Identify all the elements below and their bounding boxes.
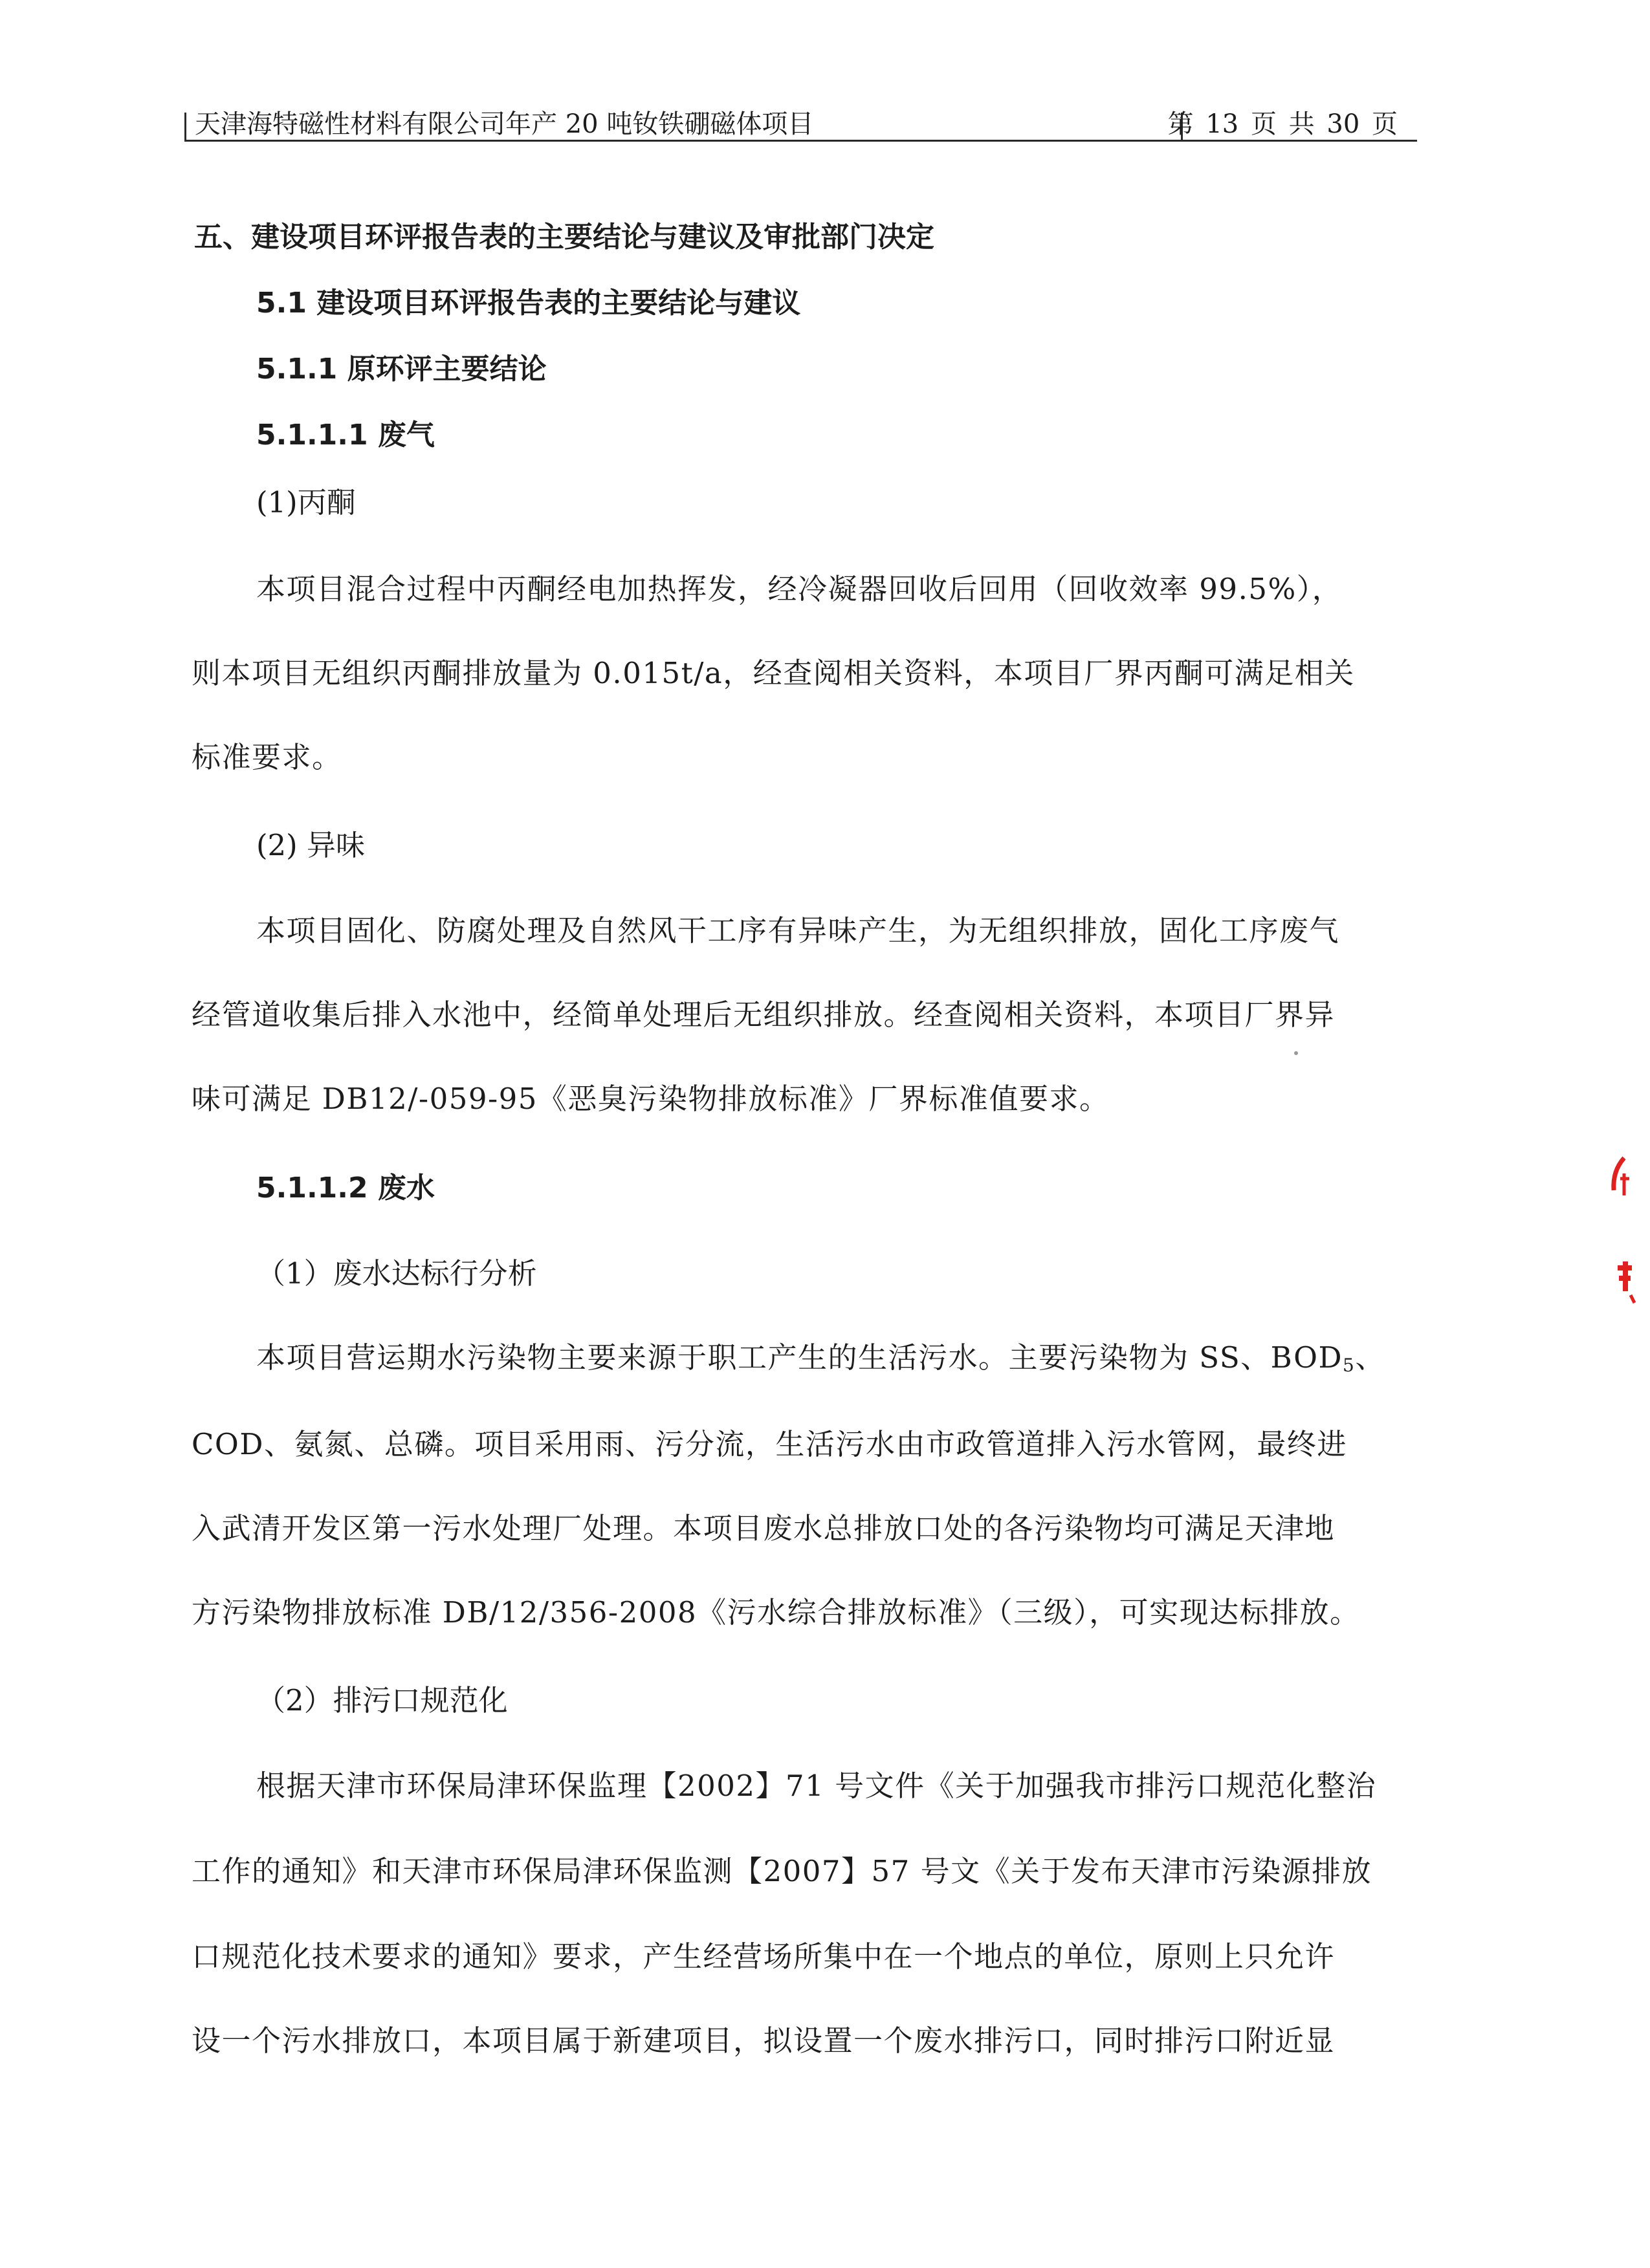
paragraph-line: 入武清开发区第一污水处理厂处理。本项目废水总排放口处的各污染物均可满足天津地 [192, 1511, 1336, 1545]
paragraph-line: 经管道收集后排入水池中，经简单处理后无组织排放。经查阅相关资料，本项目厂界异 [192, 998, 1336, 1032]
paragraph-line: COD、氨氮、总磷。项目采用雨、污分流，生活污水由市政管道排入污水管网，最终进 [192, 1427, 1347, 1461]
paragraph-line: 工作的通知》和天津市环保局津环保监测【2007】57 号文《关于发布天津市污染源排放 [192, 1854, 1372, 1888]
paragraph-line: 本项目营运期水污染物主要来源于职工产生的生活污水。主要污染物为 SS、BOD5、 [256, 1340, 1385, 1376]
paragraph-line: 方污染物排放标准 DB/12/356-2008《污水综合排放标准》（三级），可实现达标排放。 [192, 1595, 1360, 1630]
paragraph-line: 根据天津市环保局津环保监理【2002】71 号文件《关于加强我市排污口规范化整治 [256, 1769, 1377, 1803]
header-rule [184, 140, 1417, 142]
paragraph-line: 口规范化技术要求的通知》要求，产生经营场所集中在一个地点的单位，原则上只允许 [192, 1939, 1336, 1974]
paragraph-line: 则本项目无组织丙酮排放量为 0.015t/a，经查阅相关资料，本项目厂界丙酮可满足相关 [192, 656, 1355, 690]
paragraph-line: 味可满足 DB12/-059-95《恶臭污染物排放标准》厂界标准值要求。 [192, 1082, 1110, 1116]
scan-speck [1294, 1051, 1298, 1055]
item-acetone-title: (1)丙酮 [256, 485, 356, 519]
item-odor-title: (2) 异味 [256, 828, 366, 862]
section-title: 五、建设项目环评报告表的主要结论与建议及审批部门决定 [194, 221, 934, 254]
header-project-title: 天津海特磁性材料有限公司年产 20 吨钕铁硼磁体项目 [195, 109, 814, 139]
paragraph-line: 设一个污水排放口，本项目属于新建项目，拟设置一个废水排污口，同时排污口附近显 [192, 2023, 1336, 2058]
item-outlet-standardization-title: （2）排污口规范化 [256, 1683, 508, 1717]
heading-5-1: 5.1 建设项目环评报告表的主要结论与建议 [256, 287, 801, 320]
heading-5-1-1: 5.1.1 原环评主要结论 [256, 353, 547, 386]
paragraph-line: 本项目混合过程中丙酮经电加热挥发，经冷凝器回收后回用（回收效率 99.5%）， [256, 572, 1343, 606]
item-wastewater-analysis-title: （1）废水达标行分析 [256, 1256, 537, 1291]
paragraph-line: 本项目固化、防腐处理及自然风干工序有异味产生，为无组织排放，固化工序废气 [256, 913, 1340, 948]
header-page-number: 第 13 页 共 30 页 [1167, 109, 1398, 139]
heading-5-1-1-2: 5.1.1.2 废水 [256, 1172, 435, 1205]
seal-stamp-edge [1598, 1145, 1637, 1339]
heading-5-1-1-1: 5.1.1.1 废气 [256, 419, 435, 452]
paragraph-line: 标准要求。 [192, 740, 342, 774]
header-left-tick [184, 113, 186, 141]
page-header [184, 97, 1417, 142]
